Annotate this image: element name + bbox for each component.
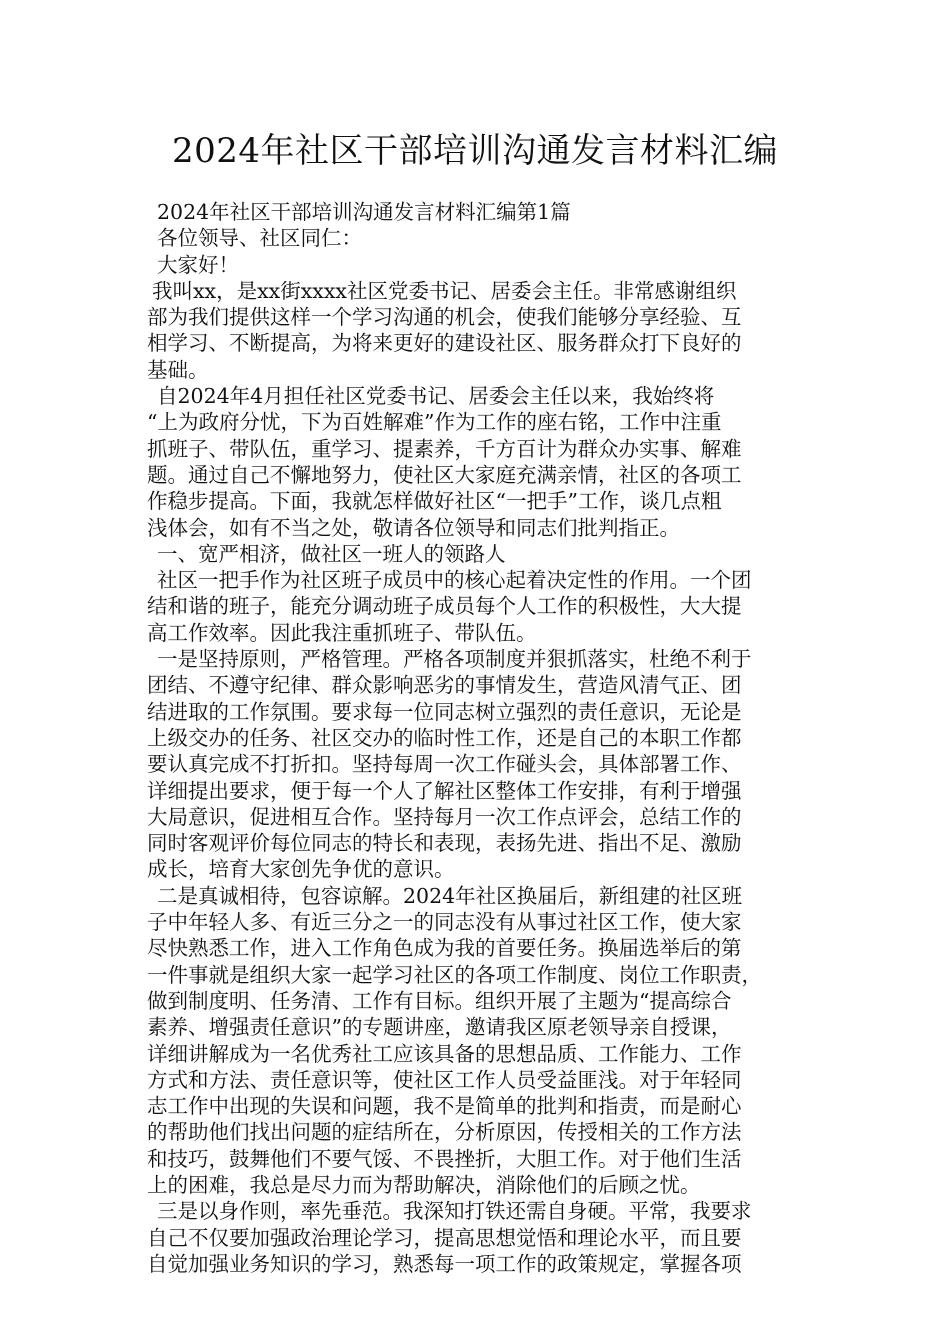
text-line: 子中年轻人多、有近三分之一的同志没有从事过社区工作，使大家 bbox=[147, 910, 742, 935]
text-line: 抓班子、带队伍，重学习、提素养，千方百计为群众办实事、解难 bbox=[147, 436, 742, 461]
text-line: 高工作效率。因此我注重抓班子、带队伍。 bbox=[147, 620, 537, 645]
text-line: 结进取的工作氛围。要求每一位同志树立强烈的责任意识，无论是 bbox=[147, 699, 742, 724]
text-line: 同时客观评价每位同志的特长和表现，表扬先进、指出不足、激励 bbox=[147, 831, 742, 856]
text-line: 详细提出要求，便于每一个人了解社区整体工作安排，有利于增强 bbox=[147, 778, 742, 803]
text-line: 结和谐的班子，能充分调动班子成员每个人工作的积极性，大大提 bbox=[147, 594, 742, 619]
document-body bbox=[147, 199, 819, 1277]
text-line: 作稳步提高。下面，我就怎样做好社区“一把手”工作，谈几点粗 bbox=[147, 489, 722, 514]
text-line: 二是真诚相待，包容谅解。2024年社区换届后，新组建的社区班 bbox=[157, 883, 743, 908]
text-line: 上级交办的任务、社区交办的临时性工作，还是自己的本职工作都 bbox=[147, 725, 742, 750]
text-line: 大局意识，促进相互合作。坚持每月一次工作点评会，总结工作的 bbox=[147, 804, 742, 829]
text-line: 浅体会，如有不当之处，敬请各位领导和同志们批判指正。 bbox=[147, 515, 680, 540]
text-line: 自觉加强业务知识的学习，熟悉每一项工作的政策规定，掌握各项 bbox=[147, 1251, 742, 1276]
text-line: 方式和方法、责任意识等，使社区工作人员受益匪浅。对于年轻同 bbox=[147, 1067, 742, 1092]
text-line: 尽快熟悉工作，进入工作角色成为我的首要任务。换届选举后的第 bbox=[147, 936, 742, 961]
text-line: 一、宽严相济，做社区一班人的领路人 bbox=[157, 541, 506, 566]
text-line: 做到制度明、任务清、工作有目标。组织开展了主题为“提高综合 bbox=[147, 988, 732, 1013]
text-line: 相学习、不断提高，为将来更好的建设社区、服务群众打下良好的 bbox=[147, 331, 742, 356]
text-line: 一是坚持原则，严格管理。严格各项制度并狠抓落实，杜绝不利于 bbox=[157, 647, 752, 672]
text-line: 社区一把手作为社区班子成员中的核心起着决定性的作用。一个团 bbox=[157, 568, 752, 593]
text-line: 部为我们提供这样一个学习沟通的机会，使我们能够分享经验、互 bbox=[147, 305, 742, 330]
text-line: 大家好！ bbox=[157, 252, 239, 277]
text-line: 详细讲解成为一名优秀社工应该具备的思想品质、工作能力、工作 bbox=[147, 1041, 742, 1066]
text-line: 上的困难，我总是尽力而为帮助解决，消除他们的后顾之忧。 bbox=[147, 1172, 701, 1197]
text-line: 和技巧，鼓舞他们不要气馁、不畏挫折，大胆工作。对于他们生活 bbox=[147, 1146, 742, 1171]
text-line: 三是以身作则，率先垂范。我深知打铁还需自身硬。平常，我要求 bbox=[157, 1199, 752, 1224]
text-line: 自2024年4月担任社区党委书记、居委会主任以来，我始终将 bbox=[157, 384, 715, 409]
text-line: 我叫xx，是xx街xxxx社区党委书记、居委会主任。非常感谢组织 bbox=[152, 278, 737, 303]
text-line: 素养、增强责任意识”的专题讲座，邀请我区原老领导亲自授课， bbox=[147, 1015, 732, 1040]
text-line: 基础。 bbox=[147, 357, 209, 382]
text-line: 2024年社区干部培训沟通发言材料汇编第1篇 bbox=[157, 200, 571, 224]
text-line: 自己不仅要加强政治理论学习，提高思想觉悟和理论水平，而且要 bbox=[147, 1225, 742, 1250]
document-title: 2024年社区干部培训沟通发言材料汇编 bbox=[171, 131, 779, 171]
text-line: 各位领导、社区同仁： bbox=[157, 226, 362, 251]
text-line: 志工作中出现的失误和问题，我不是简单的批判和指责，而是耐心 bbox=[147, 1094, 742, 1119]
text-line: 要认真完成不打折扣。坚持每周一次工作碰头会，具体部署工作、 bbox=[147, 752, 742, 777]
text-line: “上为政府分忧，下为百姓解难”作为工作的座右铭，工作中注重 bbox=[147, 410, 722, 435]
text-line: 一件事就是组织大家一起学习社区的各项工作制度、岗位工作职责， bbox=[147, 962, 762, 987]
text-line: 题。通过自己不懈地努力，使社区大家庭充满亲情，社区的各项工 bbox=[147, 462, 742, 487]
text-line: 的帮助他们找出问题的症结所在，分析原因，传授相关的工作方法 bbox=[147, 1120, 742, 1145]
text-line: 成长，培育大家创先争优的意识。 bbox=[147, 857, 455, 882]
text-line: 团结、不遵守纪律、群众影响恶劣的事情发生，营造风清气正、团 bbox=[147, 673, 742, 698]
